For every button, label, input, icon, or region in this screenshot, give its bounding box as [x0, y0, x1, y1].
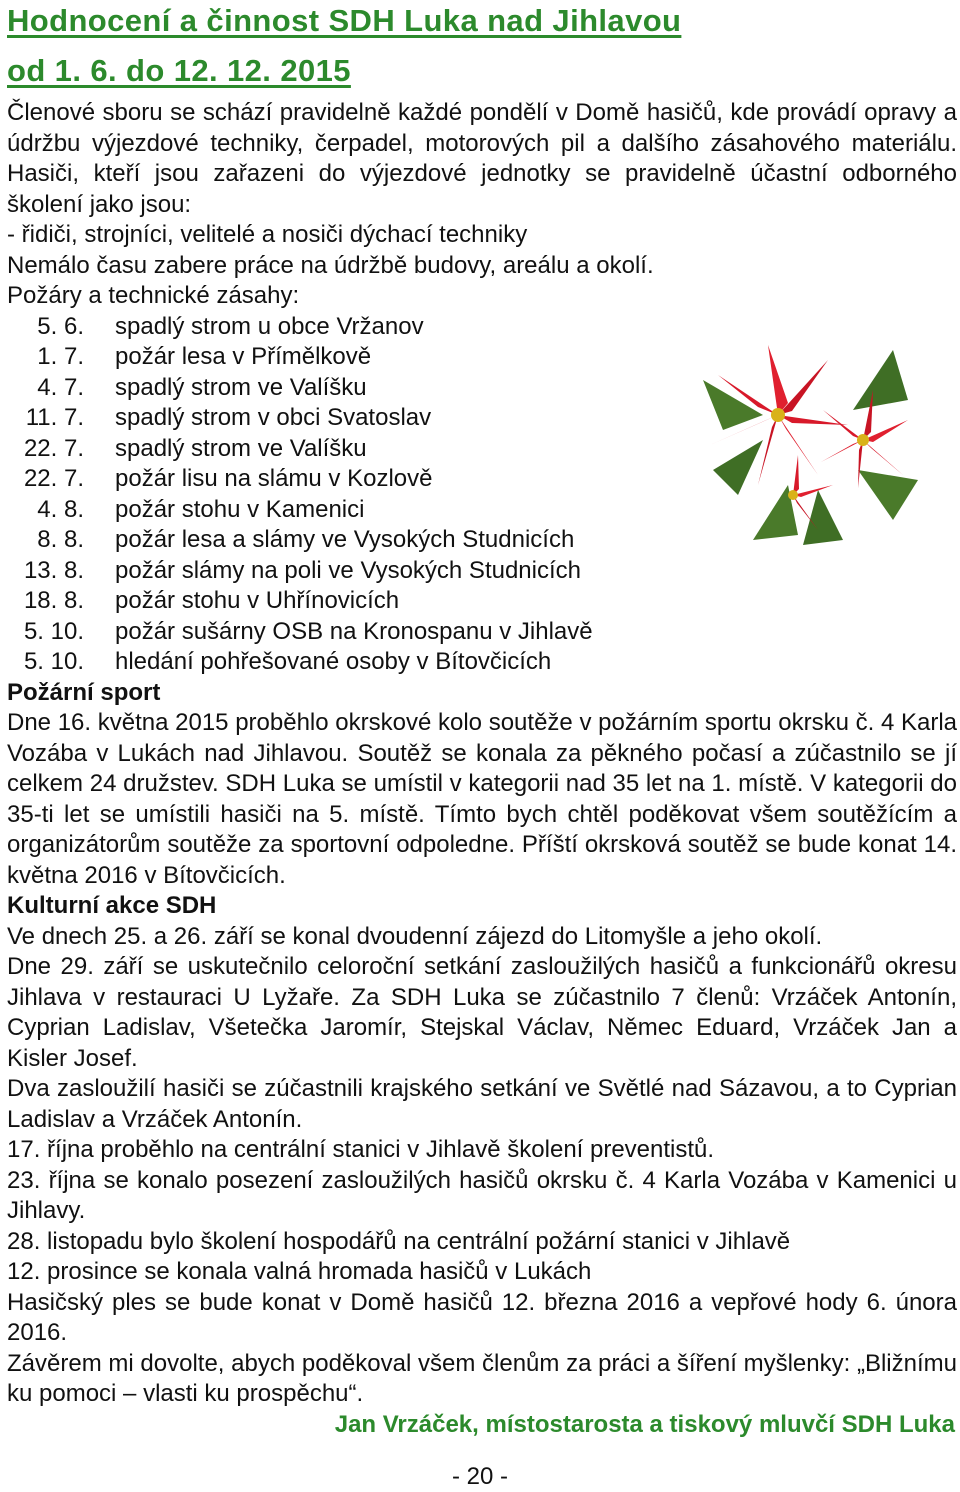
- event-description: požár lisu na slámu v Kozlově: [115, 465, 433, 492]
- events-heading: Požáry a technické zásahy:: [7, 282, 300, 309]
- list-item: [7, 586, 957, 617]
- event-description: požár lesa a slámy ve Vysokých Studnicích: [115, 526, 575, 553]
- culture-paragraph-2: Dne 29. září se uskutečnilo celoroční setkání zasloužilých hasičů a funkcionářů okresu Jihlava v restauraci U Lyžaře. Za SDH Luka se zúčastnilo 7 členů: Vrzáček Antonín, Cyprian Ladislav, Všetečka Jaromír, Stejskal Václav, Němec Eduard, Vrzáček Jan a Kisler Josef.: [7, 953, 957, 1072]
- author-signature: Jan Vrzáček, místostarosta a tiskový mluvčí SDH Luka: [334, 1410, 955, 1438]
- event-date: 8. 8.: [37, 526, 84, 553]
- culture-paragraph-6: 28. listopadu bylo školení hospodářů na centrální požární stanici v Jihlavě: [7, 1227, 791, 1255]
- culture-paragraph-1: Ve dnech 25. a 26. září se konal dvoudenní zájezd do Litomyšle a jeho okolí.: [7, 922, 823, 950]
- event-description: spadlý strom ve Valíšku: [115, 373, 367, 401]
- event-description: požár stohu v Kamenici: [115, 495, 365, 523]
- event-date: 5. 10.: [23, 648, 84, 675]
- event-date: 5. 6.: [37, 312, 84, 340]
- event-date: 4. 8.: [37, 495, 84, 523]
- event-description: hledání pohřešované osoby v Bítovčicích: [115, 648, 552, 675]
- culture-paragraph-7: 12. prosince se konala valná hromada hasičů v Lukách: [7, 1258, 592, 1285]
- culture-heading: Kulturní akce SDH: [7, 892, 217, 919]
- event-description: spadlý strom v obci Svatoslav: [115, 404, 432, 431]
- article-title-line2: od 1. 6. do 12. 12. 2015: [7, 53, 351, 88]
- article-title-line1: Hodnocení a činnost SDH Luka nad Jihlavou: [7, 3, 682, 38]
- event-description: požár lesa v Přímělkově: [115, 343, 372, 370]
- event-description: požár sušárny OSB na Kronospanu v Jihlavě: [115, 617, 593, 645]
- event-description: spadlý strom ve Valíšku: [115, 434, 367, 462]
- list-item: [7, 556, 957, 587]
- poinsettia-flower-icon: [693, 320, 923, 548]
- event-description: spadlý strom u obce Vržanov: [115, 312, 424, 340]
- event-date: 11. 7.: [25, 404, 84, 431]
- culture-paragraph-3: Dva zasloužilí hasiči se zúčastnili krajského setkání ve Světlé nad Sázavou, a to Cyprian Ladislav a Vrzáček Antonín.: [7, 1075, 957, 1133]
- event-date: 22. 7.: [23, 465, 84, 492]
- event-date: 13. 8.: [23, 556, 84, 584]
- event-description: požár slámy na poli ve Vysokých Studnicích: [115, 556, 581, 584]
- event-date: 5. 10.: [23, 617, 84, 645]
- event-date: 22. 7.: [23, 434, 84, 462]
- event-description: požár stohu v Uhřínovicích: [115, 587, 400, 614]
- culture-paragraph-4: 17. října proběhlo na centrální stanici v Jihlavě školení preventistů.: [7, 1136, 715, 1163]
- list-item: [7, 647, 957, 678]
- culture-paragraph-8: Hasičský ples se bude konat v Domě hasičů 12. března 2016 a vepřové hody 6. února 2016.: [7, 1288, 957, 1346]
- culture-paragraph-9: Závěrem mi dovolte, abych poděkoval všem členům za práci a šíření myšlenky: „Bližnímu ku pomoci – vlasti ku prospěchu“.: [7, 1349, 957, 1407]
- sport-paragraph: Dne 16. května 2015 proběhlo okrskové kolo soutěže v požárním sportu okrsku č. 4 Karla Vozába v Lukách nad Jihlavou. Soutěž se konala za pěkného počasí a zúčastnilo se jí celkem 24 družstev. SDH Luka se umístil v kategorii nad 35 let na 1. místě. V kategorii do 35-ti let se umístili hasiči na 5. místě. Tímto bych chtěl poděkovat všem soutěžícím a organizátorům soutěže za sportovní odpoledne. Příští okrsková soutěž se bude konat 14. května 2016 v Bítovčicích.: [7, 709, 957, 889]
- page-number: - 20 -: [451, 1463, 508, 1490]
- event-date: 18. 8.: [23, 587, 84, 614]
- article: [7, 0, 957, 1440]
- culture-paragraph-5: 23. října se konalo posezení zasloužilých hasičů okrsku č. 4 Karla Vozába v Kamenici u Jihlavy.: [7, 1166, 957, 1224]
- intro-list-line: - řidiči, strojníci, velitelé a nosiči dýchací techniky: [7, 221, 528, 248]
- sport-heading: Požární sport: [7, 678, 161, 706]
- intro-maintenance-line: Nemálo času zabere práce na údržbě budovy, areálu a okolí.: [7, 251, 654, 279]
- intro-paragraph: Členové sboru se schází pravidelně každé pondělí v Domě hasičů, kde provádí opravy a údržbu výjezdové techniky, čerpadel, motorových pil a dalšího zásahového materiálu. Hasiči, kteří jsou zařazeni do výjezdové jednotky se pravidelně účastní odborného školení jako jsou:: [7, 99, 957, 218]
- event-date: 1. 7.: [37, 343, 84, 370]
- event-date: 4. 7.: [37, 373, 84, 401]
- list-item: [7, 617, 957, 648]
